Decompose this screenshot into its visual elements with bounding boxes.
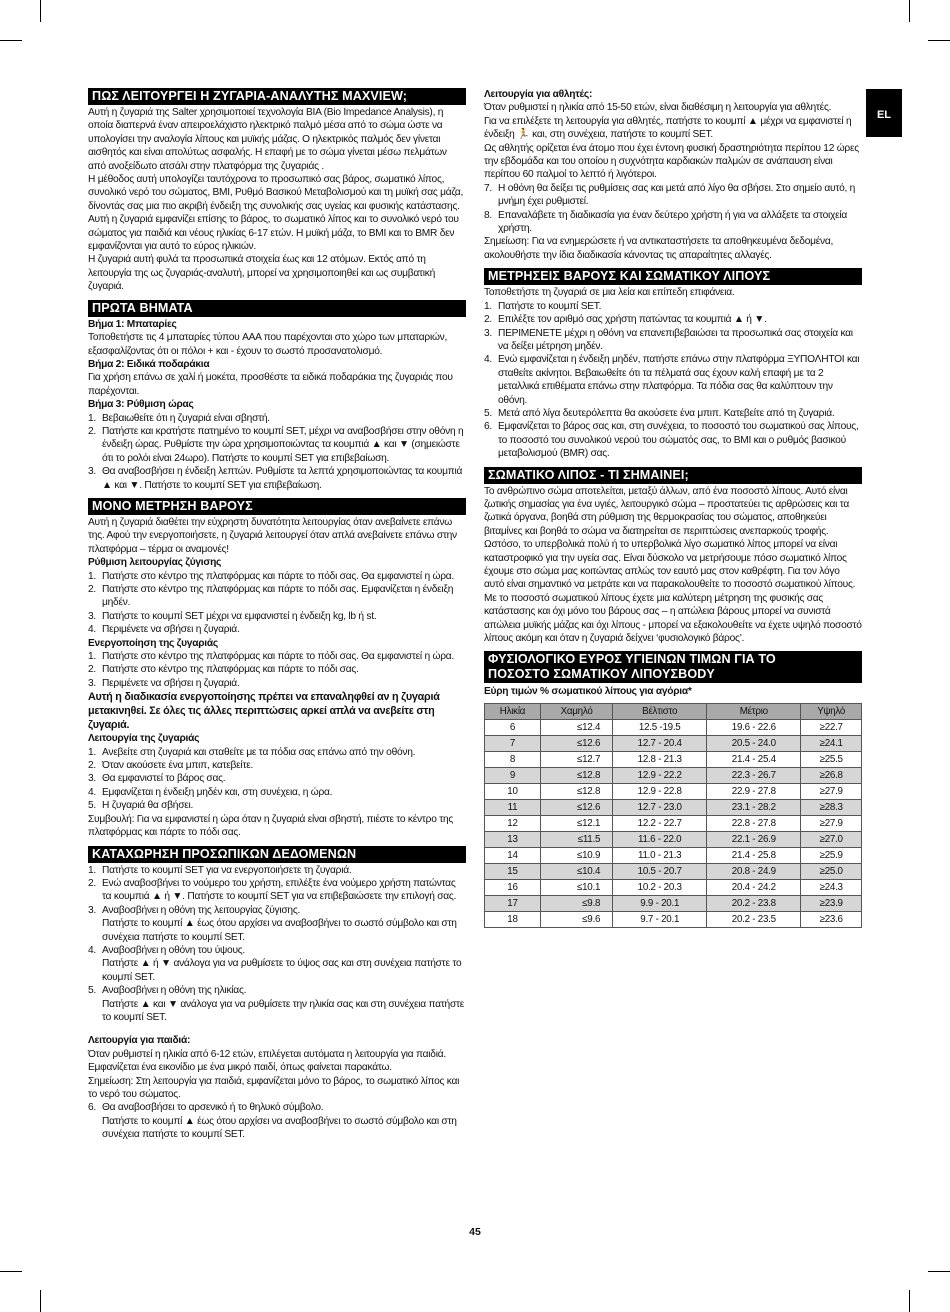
- list: [88, 746, 466, 813]
- table-cell: 20.2 - 23.8: [707, 895, 801, 911]
- table-cell: ≤12.7: [540, 751, 612, 767]
- list-item: 8. Επαναλάβετε τη διαδικασία για έναν δεύτερο χρήστη ή για να αλλάξετε τα στοιχεία χρήστη.: [484, 209, 848, 235]
- table-cell: ≤12.8: [540, 767, 612, 783]
- table-row: [485, 751, 862, 767]
- table-row: [485, 911, 862, 927]
- table-row: [485, 783, 862, 799]
- table-row: [485, 863, 862, 879]
- list: [88, 412, 466, 492]
- section-title-body-fat: ΣΩΜΑΤΙΚΟ ΛΙΠΟΣ - ΤΙ ΣΗΜΑΙΝΕΙ;: [484, 467, 862, 484]
- paragraph: Για να επιλέξετε τη λειτουργία για αθλητές, πατήστε το κουμπί ▲ μέχρι να εμφανιστεί η ένδειξη 🏃 και, στη συνέχεια, πατήστε το κουμπί SET.: [484, 115, 852, 141]
- table-cell: 9.7 - 20.1: [613, 911, 707, 927]
- table-row: [485, 799, 862, 815]
- table-cell: 8: [485, 751, 541, 767]
- table-cell: ≤9.8: [540, 895, 612, 911]
- table-row: [485, 895, 862, 911]
- list-item: 1. Πατήστε στο κέντρο της πλατφόρμας και πάρτε το πόδι σας. Θα εμφανιστεί η ώρα.: [88, 651, 454, 663]
- table-cell: 22.1 - 26.9: [707, 831, 801, 847]
- section-title-first-steps: ΠΡΩΤΑ ΒΗΜΑΤΑ: [88, 300, 466, 317]
- table-cell: 12: [485, 815, 541, 831]
- crop-mark: [928, 1271, 950, 1272]
- table-cell: 20.4 - 24.2: [707, 879, 801, 895]
- crop-mark: [0, 40, 22, 41]
- paragraph: Για χρήση επάνω σε χαλί ή μοκέτα, προσθέστε τα ειδικά ποδαράκια της ζυγαριάς που παρέχονται.: [88, 372, 453, 397]
- table-cell: 20.8 - 24.9: [707, 863, 801, 879]
- list-item: 4. Εμφανίζεται η ένδειξη μηδέν και, στη συνέχεια, η ώρα.: [88, 786, 333, 798]
- paragraph: Όταν ρυθμιστεί η ηλικία από 6-12 ετών, επιλέγεται αυτόματα η λειτουργία για παιδιά.: [88, 1048, 446, 1060]
- table-cell: ≤12.4: [540, 719, 612, 735]
- table-cell: 12.5 -19.5: [613, 719, 707, 735]
- step-heading: Βήμα 1: Μπαταρίες: [88, 318, 177, 330]
- table-cell: 11.0 - 21.3: [613, 847, 707, 863]
- table-cell: 6: [485, 719, 541, 735]
- section-title-how-it-works: ΠΩΣ ΛΕΙΤΟΥΡΓΕΙ Η ΖΥΓΑΡΙΑ-ΑΝΑΛΥΤΗΣ MAXVIEW;: [88, 88, 466, 105]
- crop-mark: [909, 1290, 910, 1312]
- paragraph: Τοποθετήστε τις 4 μπαταρίες τύπου AAA που παρέχονται στο χώρο των μπαταριών, εξασφαλίζοντας ότι οι πόλοι + και - έχουν το σωστό προσανατολισμό.: [88, 332, 448, 357]
- language-tab: [866, 89, 902, 137]
- table-row: [485, 815, 862, 831]
- paragraph: Αυτή η ζυγαριά διαθέτει την εύχρηστη δυνατότητα λειτουργίας όταν ανεβαίνετε επάνω της. Αφού την ενεργοποιήσετε, η ζυγαριά λειτουργεί όταν απλά ανεβαίνετε επάνω στην πλατφόρμα – τέρμα οι αναμονές!: [88, 516, 457, 555]
- list-item: 1. Πατήστε το κουμπί SET.: [484, 300, 602, 312]
- table-cell: ≥23.9: [801, 895, 862, 911]
- table-cell: 21.4 - 25.4: [707, 751, 801, 767]
- table-cell: 17: [485, 895, 541, 911]
- table-cell: ≥24.3: [801, 879, 862, 895]
- table-cell: 12.2 - 22.7: [613, 815, 707, 831]
- table-cell: 22.9 - 27.8: [707, 783, 801, 799]
- list: [88, 570, 466, 637]
- table-cell: 19.6 - 22.6: [707, 719, 801, 735]
- title-line: ΦΥΣΙΟΛΟΓΙΚΟ ΕΥΡΟΣ ΥΓΙΕΙΝΩΝ ΤΙΜΩΝ ΓΙΑ ΤΟ: [488, 652, 776, 667]
- paragraph: Το ανθρώπινο σώμα αποτελείται, μεταξύ άλλων, από ένα ποσοστό λίπους. Αυτό είναι ζωτικής σημασίας για ένα υγιές, λειτουργικό σώμα – προστατεύει τις αρθρώσεις και τα ζωτικά όργανα, βοηθά στη ρύθμιση της θερμοκρασίας του σώματος, αποθηκεύει βιταμίνες και βοηθά το σώμα να διατηρείται σε περιπτώσεις ανεπαρκούς τροφής. Ωστόσο, το υπερβολικά πολύ ή το υπερβολικά λίγο σωματικό λίπος μπορεί να είναι καταστροφικό για την υγεία σας. Είναι δύσκολο να μετρήσουμε πόσο σωματικό λίπος έχουμε στο σώμα μας κοιτώντας απλώς τον εαυτό μας στον καθρέφτη. Για τον λόγο αυτό είναι σημαντικό να μετράτε και να παρακολουθείτε το ποσοστό σωματικού λίπους. Με το ποσοστό σωματικού λίπους έχετε μια καλύτερη μέτρηση της φυσικής σας κατάστασης και όχι μόνο του βάρους σας – η απώλεια βάρους μπορεί να συνιστά απώλεια μυϊκής μάζας και όχι λίπους - μπορεί να εξακολουθείτε να έχετε υψηλό ποσοστό λίπους ακόμη και όταν η ζυγαριά δείχνει ‘φυσιολογικό βάρος’.: [484, 485, 862, 645]
- step-heading: Βήμα 3: Ρύθμιση ώρας: [88, 399, 194, 411]
- paragraph: Αυτή η ζυγαριά της Salter χρησιμοποιεί τεχνολογία BIA (Bio Impedance Analysis), η οποία διαπερνά έναν απειροελάχιστο ηλεκτρικό παλμό μέσα από το σώμα ώστε να υπολογίσει την αναλογία λίπους και μυϊκής μάζας. Ο ηλεκτρικός παλμός δεν γίνεται αισθητός και είναι απολύτως ασφαλής. Η επαφή με το σώμα γίνεται μέσω πελμάτων από ανοξείδωτο ατσάλι στην πλατφόρμα της ζυγαριάς .: [88, 107, 447, 172]
- table-cell: 12.7 - 23.0: [613, 799, 707, 815]
- table-cell: 18: [485, 911, 541, 927]
- table-cell: 14: [485, 847, 541, 863]
- list-item: 3. Πατήστε το κουμπί SET μέχρι να εμφανιστεί η ένδειξη kg, lb ή st.: [88, 610, 377, 622]
- table-cell: 10.2 - 20.3: [613, 879, 707, 895]
- table-cell: ≤12.1: [540, 815, 612, 831]
- section-title-measurements: ΜΕΤΡΗΣΕΙΣ ΒΑΡΟΥΣ ΚΑΙ ΣΩΜΑΤΙΚΟΥ ΛΙΠΟΥΣ: [484, 268, 862, 285]
- table-cell: ≤10.9: [540, 847, 612, 863]
- table-cell: ≤9.6: [540, 911, 612, 927]
- list-item: 2. Επιλέξτε τον αριθμό σας χρήστη πατώντας τα κουμπιά ▲ ή ▼.: [484, 314, 767, 326]
- left-column: [88, 88, 466, 1142]
- table-cell: 20.2 - 23.5: [707, 911, 801, 927]
- list-item: 3. Θα αναβοσβήσει η ένδειξη λεπτών. Ρυθμίστε τα λεπτά χρησιμοποιώντας τα κουμπιά ▲ και ▼. Πατήστε το κουμπί SET για επιβεβαίωση.: [88, 466, 463, 491]
- table-row: [485, 831, 862, 847]
- table-cell: ≥24.1: [801, 735, 862, 751]
- table-cell: 22.8 - 27.8: [707, 815, 801, 831]
- paragraph: Εμφανίζεται ένα εικονίδιο με ένα μικρό παιδί, όπως φαίνεται παρακάτω.: [88, 1062, 392, 1074]
- table-cell: 20.5 - 24.0: [707, 735, 801, 751]
- sub-heading: Λειτουργία για αθλητές:: [484, 89, 593, 100]
- table-cell: 9: [485, 767, 541, 783]
- bold-note: Αυτή η διαδικασία ενεργοποίησης πρέπει να επαναληφθεί αν η ζυγαριά μετακινηθεί. Σε όλες τις άλλες περιπτώσεις αρκεί απλά να ανεβείτε στη ζυγαριά.: [88, 691, 440, 732]
- list-item: 4. Αναβοσβήνει η οθόνη του ύψους. Πατήστε ▲ ή ▼ ανάλογα για να ρυθμίσετε το ύψος σας και στη συνέχεια πατήστε το κουμπί SET.: [88, 944, 462, 983]
- list-item: 3. ΠΕΡΙΜΕΝΕΤΕ μέχρι η οθόνη να επανεπιβεβαιώσει τα προσωπικά σας στοιχεία και να δείξει μέτρηση μηδέν.: [484, 327, 853, 352]
- table-cell: 12.9 - 22.8: [613, 783, 707, 799]
- column-header: Μέτριο: [707, 703, 801, 719]
- list-item: 2. Πατήστε στο κέντρο της πλατφόρμας και πάρτε το πόδι σας. Εμφανίζεται η ένδειξη μηδέν.: [88, 584, 454, 609]
- table-cell: 11.6 - 22.0: [613, 831, 707, 847]
- list-item: 2. Πατήστε και κρατήστε πατημένο το κουμπί SET, μέχρι να αναβοσβήσει στην οθόνη η ένδειξη ώρας. Ρυθμίστε την ώρα χρησιμοποιώντας τα κουμπιά ▲ και ▼ (σημειώστε ότι το ρολόι είναι 24ωρο). Πατήστε το κουμπί SET για επιβεβαίωση.: [88, 425, 464, 464]
- table-cell: 12.7 - 20.4: [613, 735, 707, 751]
- paragraph: Η μέθοδος αυτή υπολογίζει ταυτόχρονα το προσωπικό σας βάρος, σωματικό λίπος, συνολικό νερό του σώματος, BMI, Ρυθμό Βασικού Μεταβολισμού και τη μυϊκή σας μάζα, δίνοντάς σας μια πιο ακριβή ένδειξη της συνολικής σας υγείας και φυσικής κατάστασης. Αυτή η ζυγαριά εμφανίζει επίσης το βάρος, το σωματικό λίπος και το συνολικό νερό του σώματος για παιδιά και νέους ηλικίας 6-17 ετών. Η μυϊκή μάζα, το BMI και το BMR δεν εμφανίζονται για αυτό το εύρος ηλικιών.: [88, 174, 464, 253]
- crop-mark: [0, 1271, 22, 1272]
- table-cell: ≤11.5: [540, 831, 612, 847]
- table-row: [485, 735, 862, 751]
- column-header: Ηλικία: [485, 703, 541, 719]
- page-number: 45: [469, 1226, 481, 1238]
- sub-heading: Λειτουργία της ζυγαριάς: [88, 733, 200, 745]
- list: [88, 864, 466, 1025]
- table-cell: ≥23.6: [801, 911, 862, 927]
- table-cell: 15: [485, 863, 541, 879]
- table-cell: ≤12.6: [540, 735, 612, 751]
- table-row: [485, 767, 862, 783]
- table-cell: ≥28.3: [801, 799, 862, 815]
- column-header: Βέλτιστο: [613, 703, 707, 719]
- table-cell: 23.1 - 28.2: [707, 799, 801, 815]
- table-row: [485, 847, 862, 863]
- table-cell: 22.3 - 26.7: [707, 767, 801, 783]
- column-header: Χαμηλό: [540, 703, 612, 719]
- table-cell: ≤10.4: [540, 863, 612, 879]
- table-cell: ≥27.9: [801, 783, 862, 799]
- list-item: 2. Ενώ αναβοσβήνει το νούμερο του χρήστη, επιλέξτε ένα νούμερο χρήστη πατώντας τα κουμπιά ▲ ή ▼. Πατήστε το κουμπί SET για να επιβεβαιώσετε την επιλογή σας.: [88, 877, 457, 903]
- list-item: 3. Αναβοσβήνει η οθόνη της λειτουργίας ζύγισης. Πατήστε το κουμπί ▲ έως ότου αρχίσει να αναβοσβήνει το σωστό σύμβολο και στη συνέχεια πατήστε το κουμπί SET.: [88, 904, 457, 943]
- table-cell: 16: [485, 879, 541, 895]
- table-cell: ≥22.7: [801, 719, 862, 735]
- sub-heading: Ενεργοποίηση της ζυγαριάς: [88, 637, 218, 649]
- table-cell: ≥26.8: [801, 767, 862, 783]
- list-item: 4. Ενώ εμφανίζεται η ένδειξη μηδέν, πατήστε επάνω στην πλατφόρμα ΞΥΠΟΛΗΤΟΙ και σταθείτε ακίνητοι. Βεβαιωθείτε ότι τα πέλματά σας έχουν καλή επαφή με τα 2 μεταλλικά επιθέματα επάνω στην πλατφόρμα. Τα πόδια σας θα καλύπτουν την οθόνη.: [484, 354, 860, 406]
- crop-mark: [40, 1290, 41, 1312]
- list: [88, 650, 466, 690]
- crop-mark: [909, 0, 910, 22]
- table-subtitle: Εύρη τιμών % σωματικού λίπους για αγόρια*: [484, 686, 692, 698]
- table-row: [485, 719, 862, 735]
- note: Σημείωση: Για να ενημερώσετε ή να αντικαταστήσετε τα αποθηκευμένα δεδομένα, ακολουθήστε την ίδια διαδικασία κάνοντας τις απαραίτητες αλλαγές.: [484, 236, 834, 261]
- table-header-row: [485, 703, 862, 719]
- body-fat-table: [484, 703, 862, 928]
- table-cell: 7: [485, 735, 541, 751]
- paragraph: Τοποθετήστε τη ζυγαριά σε μια λεία και επίπεδη επιφάνεια.: [484, 287, 735, 299]
- list-item: 2. Όταν ακούσετε ένα μπιπ, κατεβείτε.: [88, 760, 254, 772]
- advice: Συμβουλή: Για να εμφανιστεί η ώρα όταν η ζυγαριά είναι σβηστή, πιέστε το κέντρο της πλατφόρμας και πάρτε το πόδι σας.: [88, 813, 454, 839]
- paragraph: Η ζυγαριά αυτή φυλά τα προσωπικά στοιχεία έως και 12 ατόμων. Εκτός από τη λειτουργία της ως ζυγαριάς-αναλυτή, μπορεί να χρησιμοποιηθεί και ως συμβατική ζυγαριά.: [88, 254, 436, 293]
- table-cell: 13: [485, 831, 541, 847]
- table-cell: ≤10.1: [540, 879, 612, 895]
- title-line: ΠΟΣΟΣΤΟ ΣΩΜΑΤΙΚΟΥ ΛΙΠΟΥΣΒΟDY: [488, 667, 715, 682]
- step-heading: Βήμα 2: Ειδικά ποδαράκια: [88, 358, 210, 370]
- table-cell: ≥25.0: [801, 863, 862, 879]
- table-row: [485, 879, 862, 895]
- table-cell: ≤12.6: [540, 799, 612, 815]
- table-cell: ≥27.9: [801, 815, 862, 831]
- paragraph: Όταν ρυθμιστεί η ηλικία από 15-50 ετών, είναι διαθέσιμη η λειτουργία για αθλητές.: [484, 102, 832, 114]
- table-cell: 21.4 - 25.8: [707, 847, 801, 863]
- table-cell: ≥27.0: [801, 831, 862, 847]
- sub-heading: Ρύθμιση λειτουργίας ζύγισης: [88, 557, 222, 569]
- list-item: 1. Πατήστε στο κέντρο της πλατφόρμας και πάρτε το πόδι σας. Θα εμφανιστεί η ώρα.: [88, 570, 454, 582]
- list-item: 1. Βεβαιωθείτε ότι η ζυγαριά είναι σβηστή.: [88, 412, 270, 424]
- list-item: 7. Η οθόνη θα δείξει τις ρυθμίσεις σας και μετά από λίγο θα σβήσει. Στο σημείο αυτό, η μνήμη έχει ρυθμιστεί.: [484, 182, 856, 208]
- table-cell: 10.5 - 20.7: [613, 863, 707, 879]
- list-item: 6. Θα αναβοσβήσει το αρσενικό ή το θηλυκό σύμβολο. Πατήστε το κουμπί ▲ έως ότου αρχίσει να αναβοσβήνει το σωστό σύμβολο και στη συνέχεια πατήστε το κουμπί SET.: [88, 1102, 457, 1141]
- list-item: 5. Μετά από λίγα δευτερόλεπτα θα ακούσετε ένα μπιπ. Κατεβείτε από τη ζυγαριά.: [484, 407, 835, 419]
- table-cell: 9.9 - 20.1: [613, 895, 707, 911]
- table-cell: ≥25.9: [801, 847, 862, 863]
- list-item: 4. Περιμένετε να σβήσει η ζυγαριά.: [88, 624, 240, 636]
- section-title-weight-only: ΜΟΝΟ ΜΕΤΡΗΣΗ ΒΑΡΟΥΣ: [88, 498, 466, 515]
- table-cell: ≥25.5: [801, 751, 862, 767]
- list-item: 1. Ανεβείτε στη ζυγαριά και σταθείτε με τα πόδια σας επάνω από την οθόνη.: [88, 746, 416, 758]
- list-item: 3. Περιμένετε να σβήσει η ζυγαριά.: [88, 677, 240, 689]
- paragraph: Ως αθλητής ορίζεται ένα άτομο που έχει έντονη φυσική δραστηριότητα περίπου 12 ώρες την εβδομάδα και του οποίου η συχνότητα καρδιακών παλμών σε ανάπαυση είναι περίπου 60 παλμοί το λεπτό ή λιγότεροι.: [484, 142, 859, 181]
- table-cell: 10: [485, 783, 541, 799]
- table-cell: ≤12.8: [540, 783, 612, 799]
- section-title-personal-data: ΚΑΤΑΧΩΡΗΣΗ ΠΡΟΣΩΠΙΚΩΝ ΔΕΔΟΜΕΝΩΝ: [88, 846, 466, 863]
- list-item: 5. Αναβοσβήνει η οθόνη της ηλικίας. Πατήστε ▲ και ▼ ανάλογα για να ρυθμίσετε την ηλικία σας και στη συνέχεια πατήστε το κουμπί SET.: [88, 985, 465, 1023]
- list-item: 3. Θα εμφανιστεί το βάρος σας.: [88, 773, 226, 785]
- crop-mark: [928, 40, 950, 41]
- language-tab-label: EL: [876, 109, 892, 121]
- list-item: 6. Εμφανίζεται το βάρος σας και, στη συνέχεια, το ποσοστό του σωματικού σας λίπους, το ποσοστό του συνολικού νερού του σώματός σας, το BMI και ο ρυθμός βασικού μεταβολισμού (BMR) σας.: [484, 421, 859, 460]
- list-item: 5. Η ζυγαριά θα σβήσει.: [88, 800, 194, 812]
- table-cell: 12.8 - 21.3: [613, 751, 707, 767]
- table-cell: 11: [485, 799, 541, 815]
- list-item: 2. Πατήστε στο κέντρο της πλατφόρμας και πάρτε το πόδι σας.: [88, 664, 359, 676]
- right-column: [484, 88, 862, 928]
- section-title-healthy-range: [484, 651, 862, 683]
- list-item: 1. Πατήστε το κουμπί SET για να ενεργοποιήσετε τη ζυγαριά.: [88, 864, 352, 876]
- column-header: Υψηλό: [801, 703, 862, 719]
- crop-mark: [40, 0, 41, 22]
- table-cell: 12.9 - 22.2: [613, 767, 707, 783]
- paragraph: Σημείωση: Στη λειτουργία για παιδιά, εμφανίζεται μόνο το βάρος, το σωματικό λίπος και το νερό του σώματος.: [88, 1075, 460, 1100]
- sub-heading: Λειτουργία για παιδιά:: [88, 1035, 191, 1047]
